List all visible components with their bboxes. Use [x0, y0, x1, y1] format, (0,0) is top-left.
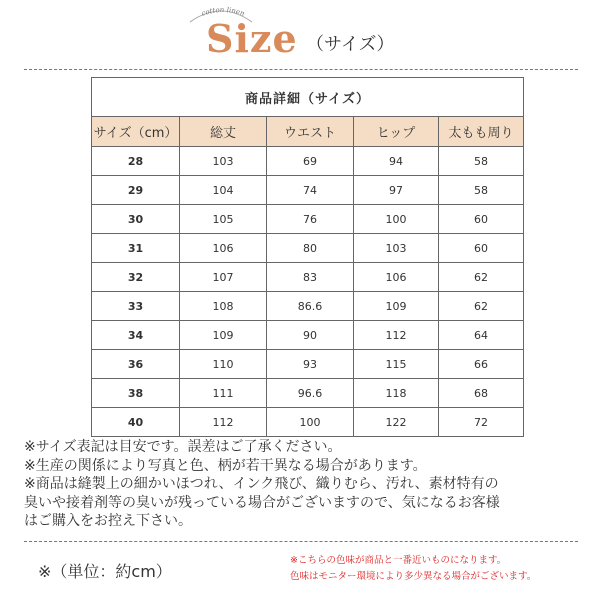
- column-header: ウエスト: [267, 117, 354, 147]
- measurement-cell: 103: [180, 147, 267, 176]
- measurement-cell: 108: [180, 292, 267, 321]
- note-line: ※サイズ表記は目安です。誤差はご了承ください。: [24, 439, 342, 455]
- measurement-cell: 118: [354, 379, 439, 408]
- top-divider: [24, 69, 578, 70]
- size-cell: 29: [92, 176, 180, 205]
- measurement-cell: 80: [267, 234, 354, 263]
- note-line: ※商品は縫製上の細かいほつれ、インク飛び、織りむら、汚れ、素材特有の: [24, 476, 499, 492]
- measurement-cell: 104: [180, 176, 267, 205]
- measurement-cell: 58: [439, 176, 524, 205]
- size-table-container: [91, 77, 523, 437]
- table-row: [92, 176, 524, 205]
- size-cell: 32: [92, 263, 180, 292]
- measurement-cell: 94: [354, 147, 439, 176]
- table-row: [92, 321, 524, 350]
- page-title: Size: [206, 16, 298, 61]
- measurement-cell: 122: [354, 408, 439, 437]
- measurement-cell: 112: [180, 408, 267, 437]
- size-table: [91, 77, 524, 437]
- measurement-cell: 74: [267, 176, 354, 205]
- measurement-cell: 100: [354, 205, 439, 234]
- unit-note: ※（単位：約cm）: [38, 562, 172, 581]
- table-caption: 商品詳細（サイズ）: [92, 78, 524, 117]
- measurement-cell: 100: [267, 408, 354, 437]
- measurement-cell: 112: [354, 321, 439, 350]
- measurement-cell: 110: [180, 350, 267, 379]
- size-cell: 34: [92, 321, 180, 350]
- measurement-cell: 83: [267, 263, 354, 292]
- measurement-cell: 111: [180, 379, 267, 408]
- table-row: [92, 379, 524, 408]
- measurement-cell: 58: [439, 147, 524, 176]
- page-subtitle: （サイズ）: [306, 34, 395, 55]
- notes-block: [24, 438, 584, 531]
- column-header: 太もも周り: [439, 117, 524, 147]
- measurement-cell: 93: [267, 350, 354, 379]
- column-header: ヒップ: [354, 117, 439, 147]
- measurement-cell: 90: [267, 321, 354, 350]
- measurement-cell: 60: [439, 205, 524, 234]
- measurement-cell: 60: [439, 234, 524, 263]
- table-row: [92, 263, 524, 292]
- measurement-cell: 62: [439, 292, 524, 321]
- size-cell: 31: [92, 234, 180, 263]
- measurement-cell: 62: [439, 263, 524, 292]
- table-row: [92, 205, 524, 234]
- size-cell: 33: [92, 292, 180, 321]
- note-line: はご購入をお控え下さい。: [24, 513, 192, 529]
- note-line: ※生産の関係により写真と色、柄が若干異なる場合があります。: [24, 457, 427, 474]
- measurement-cell: 106: [180, 234, 267, 263]
- table-row: [92, 292, 524, 321]
- table-row: [92, 234, 524, 263]
- size-cell: 40: [92, 408, 180, 437]
- measurement-cell: 109: [354, 292, 439, 321]
- note-line: 臭いや接着剤等の臭いが残っている場合がございますので、気になるお客様: [24, 494, 500, 511]
- table-row: [92, 408, 524, 437]
- size-cell: 38: [92, 379, 180, 408]
- size-cell: 30: [92, 205, 180, 234]
- table-row: [92, 350, 524, 379]
- table-row: [92, 147, 524, 176]
- measurement-cell: 106: [354, 263, 439, 292]
- measurement-cell: 103: [354, 234, 439, 263]
- measurement-cell: 107: [180, 263, 267, 292]
- measurement-cell: 86.6: [267, 292, 354, 321]
- bottom-divider: [24, 541, 578, 542]
- measurement-cell: 97: [354, 176, 439, 205]
- measurement-cell: 66: [439, 350, 524, 379]
- size-cell: 36: [92, 350, 180, 379]
- measurement-cell: 96.6: [267, 379, 354, 408]
- measurement-cell: 109: [180, 321, 267, 350]
- color-disclaimer: [290, 553, 590, 585]
- measurement-cell: 68: [439, 379, 524, 408]
- table-header-row: [92, 117, 524, 147]
- size-cell: 28: [92, 147, 180, 176]
- column-header: サイズ（cm）: [92, 117, 180, 147]
- color-note-line: ※こちらの色味が商品と一番近いものになります。: [290, 555, 507, 566]
- column-header: 総丈: [180, 117, 267, 147]
- color-note-line: 色味はモニター環境により多少異なる場合がございます。: [290, 571, 537, 582]
- measurement-cell: 105: [180, 205, 267, 234]
- measurement-cell: 115: [354, 350, 439, 379]
- page-header: [0, 0, 600, 70]
- measurement-cell: 72: [439, 408, 524, 437]
- measurement-cell: 64: [439, 321, 524, 350]
- measurement-cell: 69: [267, 147, 354, 176]
- measurement-cell: 76: [267, 205, 354, 234]
- arc-caption-text: cotton linen: [200, 5, 246, 18]
